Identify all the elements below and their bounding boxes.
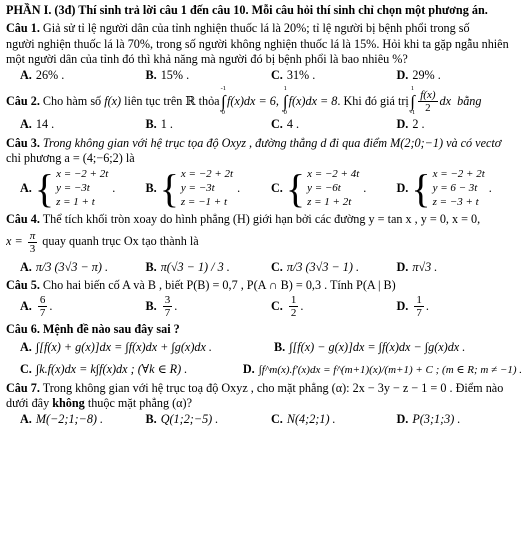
q4-fraction: $\frac{\pi}{3}$ — [29, 229, 36, 255]
q1-text-3: một người dân của tỉnh đó thì khả năng mà người đó bị bệnh phổi là bao nhiêu %? — [6, 51, 408, 66]
q7-emphasis: không — [52, 395, 85, 410]
q5-options — [20, 294, 522, 319]
q4-label: Câu 4. — [6, 212, 40, 227]
question-4: Câu 4. Thể tích khối tròn xoay do hình phẳng (H) giới hạn bởi các đường y = tan x , y = 0, x = 0, x = $\frac{\pi}{3}$ quay quanh trục Ox tạo thành là A. π/3 (3√3 − π) . B. π(√3 − 1) / 3 . C. π/3 (3√3 − 1) . D. π√3 . — [6, 212, 522, 275]
q5-option-d[interactable]: D. $\frac{1}{7}$ . — [396, 294, 429, 320]
exam-page — [6, 3, 522, 429]
q7-option-a[interactable]: A. M(−2;1;−8) . — [20, 412, 104, 427]
q6-label: Câu 6. — [6, 322, 40, 337]
q2-label: Câu 2. — [6, 93, 40, 108]
q3-label: Câu 3. — [6, 135, 40, 150]
q4-option-b[interactable]: B. π(√3 − 1) / 3 . — [145, 259, 230, 274]
q4-option-c[interactable]: C. π/3 (3√3 − 1) . — [271, 259, 359, 274]
q2-option-a[interactable]: A. 14 . — [20, 117, 55, 132]
question-1 — [6, 21, 522, 83]
q4-option-a[interactable]: A. π/3 (3√3 − π) . — [20, 259, 109, 274]
question-5 — [6, 278, 522, 319]
q7-option-b[interactable]: B. Q(1;2;−5) . — [145, 412, 219, 427]
q7-options — [20, 412, 522, 427]
question-6: Câu 6. Mệnh đề nào sau đây sai ? A. ∫[f(x) + g(x)]dx = ∫f(x)dx + ∫g(x)dx . B. ∫[f(x) − g(x)]dx = ∫f(x)dx − ∫g(x)dx . C. ∫k.f(x)dx = k∫f(x)dx ; (∀k ∈ R) . D. ∫f^m(x).f′(x)dx = f^(m+1)(x)/(m+1) + C ; (m ∈ R; m ≠ −1) . — [6, 322, 522, 376]
section-header: PHẦN I. (3đ) Thí sinh trả lời câu 1 đến câu 10. Mỗi câu hỏi thí sinh chỉ chọn một phương án. — [6, 3, 488, 17]
q3-option-b[interactable]: B. { x = −2 + 2t y = −3t z = −1 + t . — [145, 165, 241, 211]
q1-options — [20, 68, 522, 83]
q3-option-a[interactable]: A. { x = −2 + 2t y = −3t z = 1 + t . — [20, 165, 116, 211]
q6-option-d[interactable]: D. ∫f^m(x).f′(x)dx = f^(m+1)(x)/(m+1) + C ; (m ∈ R; m ≠ −1) . — [242, 361, 522, 376]
q1-text-2: người nghiện thuốc lá là 70%, trong số người không nghiện thuốc lá là 15%. Hỏi khi ta gặp ngẫu nhiên — [6, 36, 509, 51]
q2-option-d[interactable]: D. 2 . — [396, 117, 425, 132]
q1-option-a[interactable]: A. 26% . — [20, 68, 65, 82]
q3-option-c[interactable]: C. { x = −2 + 4t y = −6t z = 1 + 2t . — [271, 165, 367, 211]
q3-option-d[interactable]: D. { x = −2 + 2t y = 6 − 3t z = −3 + t . — [396, 165, 492, 211]
q5-option-a[interactable]: A. $\frac{6}{7}$ . — [20, 294, 53, 320]
q2-option-c[interactable]: C. 4 . — [271, 117, 300, 132]
q7-text-1: Trong không gian với hệ trục toạ độ Oxyz , cho mặt phẳng (α): 2x − 3y − z − 1 = 0 . Điểm nào — [39, 380, 504, 395]
integral-3: 1 ∫ -1 — [409, 86, 416, 116]
q1-text-1: Giả sử tỉ lệ người dân của tỉnh nghiện thuốc lá là 20%; tỉ lệ người bị bệnh phổi trong số — [39, 21, 470, 36]
q5-label: Câu 5. — [6, 277, 40, 292]
question-2: Câu 2. Cho hàm số f(x) liên tục trên ℝ thỏa -1 ∫ 0 f(x)dx = 6, 1 ∫ 0 f(x)dx = 8 . Khi đó giá trị 1 ∫ -1 $\frac{f(x)}{2}$ dx bằng A. 14 . B. 1 . C. 4 . D. 2 . — [6, 86, 522, 132]
q7-option-d[interactable]: D. P(3;1;3) . — [396, 412, 461, 427]
q7-option-c[interactable]: C. N(4;2;1) . — [271, 412, 336, 427]
question-3 — [6, 136, 522, 210]
q3-options — [20, 165, 522, 211]
q4-options — [20, 260, 522, 275]
q2-options — [20, 117, 522, 132]
q6-emphasis: sai — [156, 322, 171, 337]
q5-option-b[interactable]: B. $\frac{3}{7}$ . — [145, 294, 178, 320]
integral-1: -1 ∫ 0 — [220, 86, 227, 116]
q2-fraction: $\frac{f(x)}{2}$ — [420, 88, 436, 114]
integral-2: 1 ∫ 0 — [282, 86, 288, 116]
q3-text-2: chỉ phương a = (4;−6;2) là — [6, 150, 135, 165]
q4-text-1: Thể tích khối tròn xoay do hình phẳng (H) giới hạn bởi các đường y = tan x , y = 0, x = 0, — [39, 212, 481, 227]
q1-label: Câu 1. — [6, 21, 40, 36]
q1-option-b[interactable]: B. 15% . — [145, 68, 190, 82]
q6-option-a[interactable]: A. ∫[f(x) + g(x)]dx = ∫f(x)dx + ∫g(x)dx . — [20, 339, 212, 354]
q2-option-b[interactable]: B. 1 . — [145, 117, 173, 132]
q3-text-1: Trong không gian với hệ trục tọa độ Oxyz , đường thẳng d đi qua điểm M(2;0;−1) và có vectơ — [39, 135, 502, 150]
question-7: Câu 7. Trong không gian với hệ trục toạ độ Oxyz , cho mặt phẳng (α): 2x − 3y − z − 1 = 0 . Điểm nào dưới đây không thuộc mặt phẳng (α)? A. M(−2;1;−8) . B. Q(1;2;−5) . C. N(4;2;1) . D. P(3;1;3) . — [6, 381, 522, 428]
q1-option-c[interactable]: C. 31% . — [271, 68, 316, 82]
q6-option-b[interactable]: B. ∫[f(x) − g(x)]dx = ∫f(x)dx − ∫g(x)dx . — [274, 339, 466, 354]
q1-option-d[interactable]: D. 29% . — [396, 68, 441, 82]
q7-label: Câu 7. — [6, 380, 40, 395]
q5-text-1: Cho hai biến cố A và B , biết P(B) = 0,7 , P(A ∩ B) = 0,3 . Tính P(A | B) — [39, 277, 396, 292]
q6-option-c[interactable]: C. ∫k.f(x)dx = k∫f(x)dx ; (∀k ∈ R) . — [20, 361, 188, 376]
q5-option-c[interactable]: C. $\frac{1}{2}$ . — [271, 294, 304, 320]
q4-option-d[interactable]: D. π√3 . — [396, 259, 438, 274]
